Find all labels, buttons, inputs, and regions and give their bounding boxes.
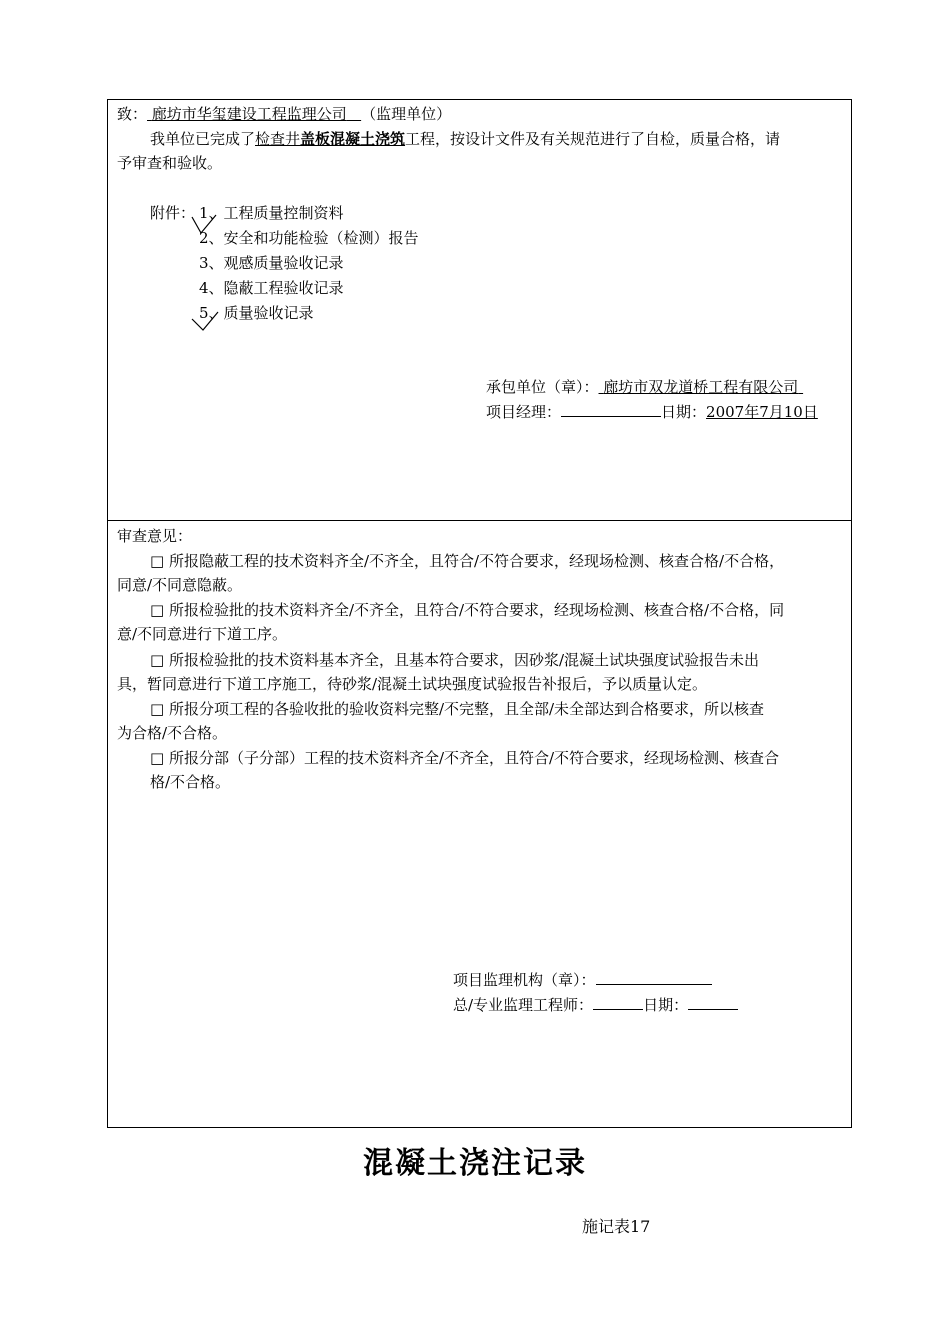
manager-line: [486, 400, 818, 424]
review-option-2-line1: □ 所报检验批的技术资料齐全/不齐全，且符合/不符合要求，经现场检测、核查合格/不合格，同: [150, 601, 785, 619]
review-option-3-line1: □ 所报检验批的技术资料基本齐全，且基本符合要求，因砂浆/混凝土试块强度试验报告未出: [150, 651, 759, 669]
attachment-item-1: 1、工程质量控制资料: [199, 204, 344, 222]
checkmark-icon: [190, 213, 220, 237]
attachment-item-4: 4、隐蔽工程验收记录: [199, 279, 344, 297]
body-line-2: 予审查和验收。: [117, 154, 223, 172]
document-title: 混凝土浇注记录: [363, 1146, 587, 1181]
contractor-label: 承包单位（章）：: [486, 378, 599, 396]
attachment-item-5: 5、质量验收记录: [199, 304, 314, 322]
submission-section: [107, 99, 852, 521]
review-option-1-line1: □ 所报隐蔽工程的技术资料齐全/不齐全，且符合/不符合要求，经现场检测、核查合格/不合格，: [150, 552, 785, 570]
review-option-2-line2: 意/不同意进行下道工序。: [117, 625, 288, 643]
attachment-item-3: 3、观感质量验收记录: [199, 254, 344, 272]
review-title: 审查意见：: [117, 527, 193, 545]
supervisor-suffix: （监理单位）: [361, 105, 452, 123]
checkmark-icon: [190, 309, 220, 333]
engineer-line: [453, 993, 738, 1017]
attachment-item-2: 2、安全和功能检验（检测）报告: [199, 229, 419, 247]
review-date-blank: [688, 993, 738, 1010]
review-option-3-line2: 具，暂同意进行下道工序施工，待砂浆/混凝土试块强度试验报告补报后，予以质量认定。: [117, 675, 708, 693]
date-label: 日期：: [661, 403, 707, 421]
manager-signature-blank: [561, 400, 661, 417]
to-prefix: 致：: [117, 105, 148, 123]
review-option-4-line2: 为合格/不合格。: [117, 724, 228, 742]
project-name: 检查井盖板混凝土浇筑: [255, 130, 406, 148]
review-section: [107, 520, 852, 1128]
manager-label: 项目经理：: [486, 403, 562, 421]
body-line-1: 我单位已完成了检查井盖板混凝土浇筑工程，按设计文件及有关规范进行了自检，质量合格，请: [150, 130, 781, 148]
supervision-org-label: 项目监理机构（章）：: [453, 971, 596, 989]
submission-date: 2007年7月10日: [706, 403, 818, 421]
review-option-4-line1: □ 所报分项工程的各验收批的验收资料完整/不完整，且全部/未全部达到合格要求，所以核查: [150, 700, 765, 718]
review-option-5-line2: 格/不合格。: [150, 773, 231, 791]
attachments-label: 附件：: [150, 204, 196, 222]
review-option-1-line2: 同意/不同意隐蔽。: [117, 576, 243, 594]
engineer-label: 总/专业监理工程师：: [453, 996, 594, 1014]
supervision-org-line: [453, 968, 712, 992]
supervision-org-blank: [596, 968, 712, 985]
form-number: 施记表17: [582, 1217, 651, 1236]
contractor-name: 廊坊市双龙道桥工程有限公司: [603, 378, 799, 396]
review-option-5-line1: □ 所报分部（子分部）工程的技术资料齐全/不齐全，且符合/不符合要求，经现场检测、核查合: [150, 749, 780, 767]
contractor-line: [486, 375, 803, 399]
addressee-line: [117, 102, 451, 126]
review-date-label: 日期：: [643, 996, 689, 1014]
engineer-signature-blank: [593, 993, 643, 1010]
supervisor-company: 廊坊市华玺建设工程监理公司: [151, 105, 347, 123]
